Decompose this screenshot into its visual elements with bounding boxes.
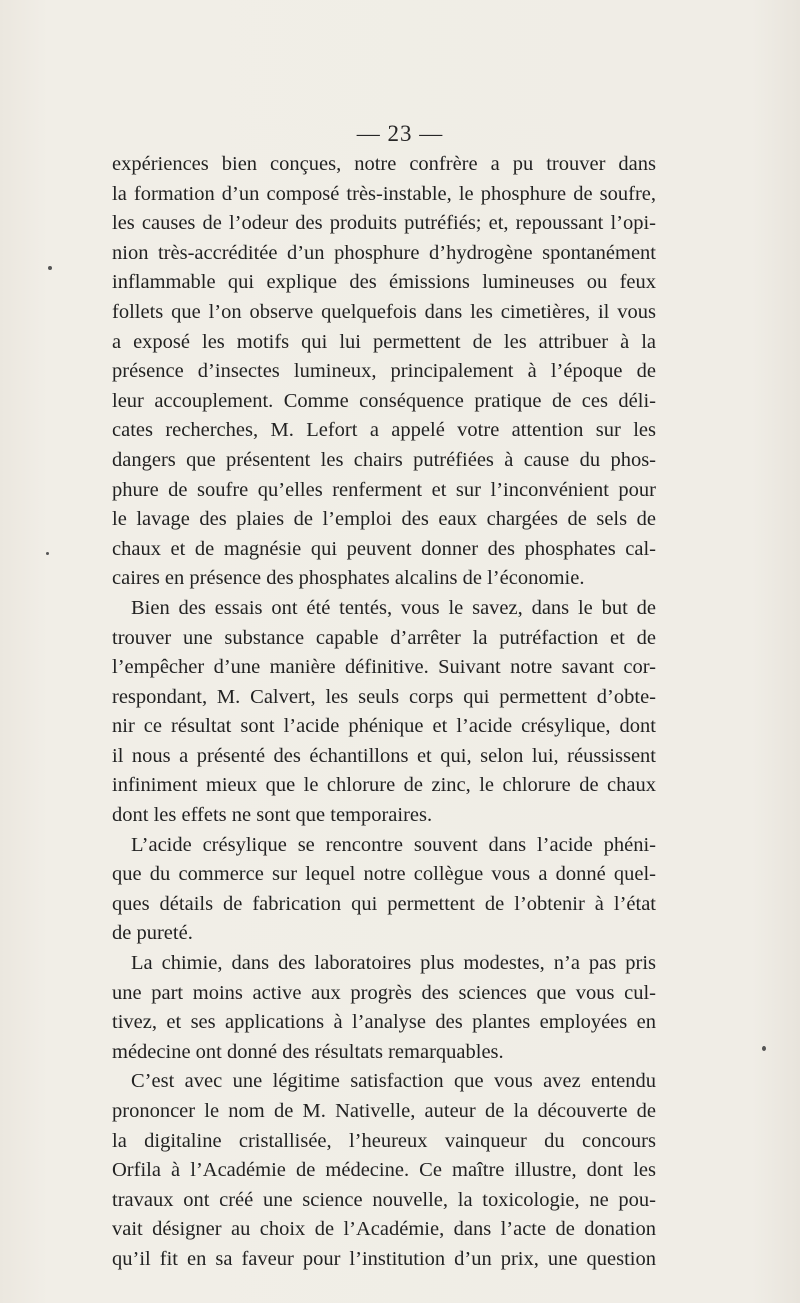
text-line: nion très-accréditée d’un phosphure d’hydrogène spontanément — [112, 241, 656, 264]
text-line: infiniment mieux que le chlorure de zinc, le chlorure de chaux — [112, 774, 656, 797]
text-line: caires en présence des phosphates alcalins de l’économie. — [112, 567, 585, 590]
text-line: nir ce résultat sont l’acide phénique et l’acide crésylique, dont — [112, 715, 656, 738]
text-line: trouver une substance capable d’arrêter la putréfaction et de — [112, 626, 656, 649]
text-line: respondant, M. Calvert, les seuls corps qui permettent d’obte- — [112, 685, 656, 708]
text-line: la formation d’un composé très-instable, le phosphure de soufre, — [112, 182, 656, 205]
paper-speck — [762, 1046, 766, 1051]
text-line: une part moins active aux progrès des sciences que vous cul- — [112, 981, 656, 1004]
text-line: le lavage des plaies de l’emploi des eaux chargées de sels de — [112, 508, 656, 531]
text-line: tivez, et ses applications à l’analyse des plantes employées en — [112, 1011, 656, 1034]
text-line: vait désigner au choix de l’Académie, dans l’acte de donation — [112, 1218, 656, 1241]
paper-speck — [46, 552, 49, 555]
text-line: de pureté. — [112, 922, 193, 945]
text-line: médecine ont donné des résultats remarquables. — [112, 1040, 504, 1063]
text-line: Orfila à l’Académie de médecine. Ce maître illustre, dont les — [112, 1159, 656, 1182]
text-line: phure de soufre qu’elles renferment et sur l’inconvénient pour — [112, 478, 656, 501]
text-line: a exposé les motifs qui lui permettent de les attribuer à la — [112, 330, 656, 353]
text-line: la digitaline cristallisée, l’heureux vainqueur du concours — [112, 1129, 656, 1152]
text-line: cates recherches, M. Lefort a appelé votre attention sur les — [112, 419, 656, 442]
text-line: les causes de l’odeur des produits putréfiés; et, repoussant l’opi- — [112, 212, 656, 235]
text-line: l’empêcher d’une manière définitive. Suivant notre savant cor- — [112, 656, 656, 679]
text-line: il nous a présenté des échantillons et qui, selon lui, réussissent — [112, 744, 656, 767]
text-line: dont les effets ne sont que temporaires. — [112, 804, 433, 827]
text-line: présence d’insectes lumineux, principalement à l’époque de — [112, 360, 656, 383]
text-line: qu’il fit en sa faveur pour l’institution d’un prix, une question — [112, 1247, 656, 1270]
text-line: C’est avec une légitime satisfaction que vous avez entendu — [131, 1070, 656, 1093]
text-line: chaux et de magnésie qui peuvent donner des phosphates cal- — [112, 537, 656, 560]
text-line: dangers que présentent les chairs putréfiées à cause du phos- — [112, 448, 656, 471]
text-line: prononcer le nom de M. Nativelle, auteur de la découverte de — [112, 1100, 656, 1122]
text-line: inflammable qui explique des émissions lumineuses ou feux — [112, 271, 656, 294]
body-text — [112, 150, 656, 1275]
text-line: ques détails de fabrication qui permettent de l’obtenir à l’état — [112, 892, 656, 915]
text-line: leur accouplement. Comme conséquence pratique de ces déli- — [112, 389, 656, 412]
text-line: Bien des essais ont été tentés, vous le savez, dans le but de — [131, 596, 656, 619]
paper-speck — [48, 266, 52, 270]
text-line: travaux ont créé une science nouvelle, la toxicologie, ne pou- — [112, 1188, 656, 1211]
page-number: — 23 — — [356, 121, 444, 146]
text-line: follets que l’on observe quelquefois dans les cimetières, il vous — [112, 300, 656, 323]
text-line: La chimie, dans des laboratoires plus modestes, n’a pas pris — [131, 952, 656, 975]
text-line: expériences bien conçues, notre confrère a pu trouver dans — [112, 153, 656, 175]
text-line: que du commerce sur lequel notre collègue vous a donné quel- — [112, 863, 656, 886]
text-line: L’acide crésylique se rencontre souvent dans l’acide phéni- — [131, 833, 656, 856]
